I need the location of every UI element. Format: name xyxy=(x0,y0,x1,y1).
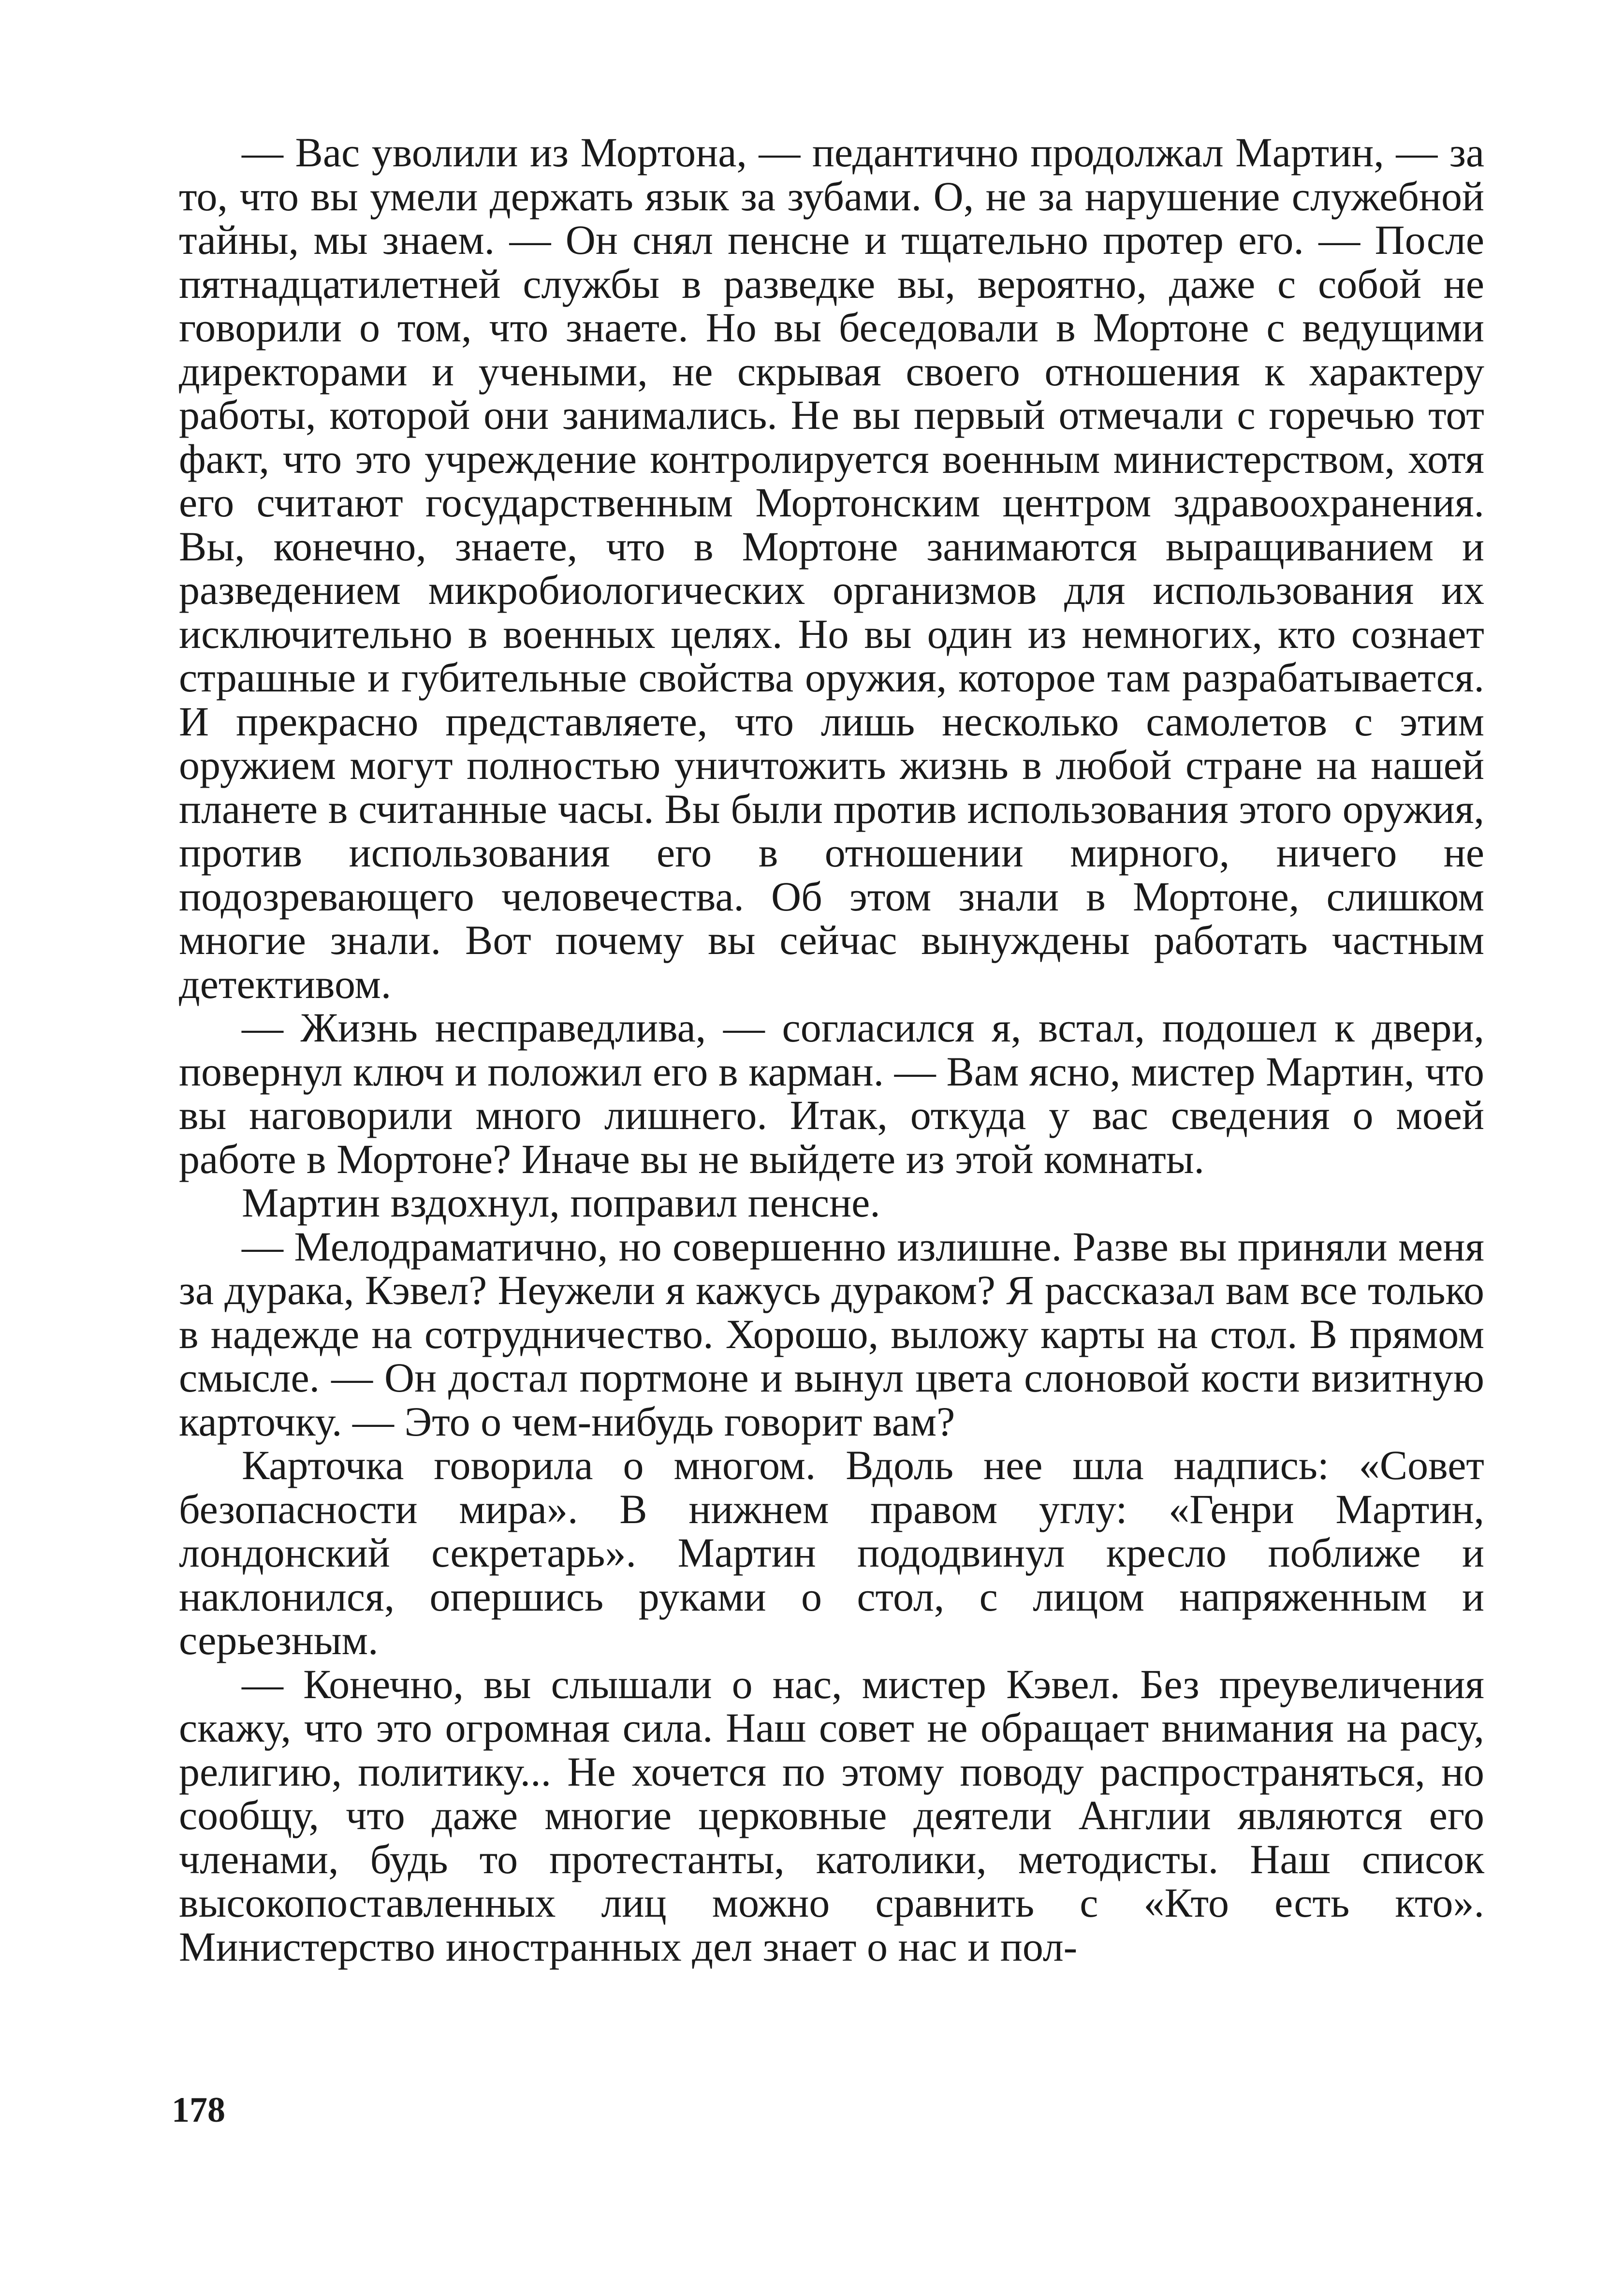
paragraph: — Жизнь несправедлива, — согласился я, встал, подошел к двери, повернул ключ и положил его в карман. — Вам ясно, мистер Мартин, что вы наговорили много лишнего. Итак, откуда у вас сведения о моей работе в Мортоне? Иначе вы не выйдете из этой комнаты. xyxy=(179,1004,1484,1182)
paragraph: Мартин вздохнул, поправил пенсне. xyxy=(242,1179,880,1226)
page-body xyxy=(179,131,1484,1968)
page-number: 178 xyxy=(172,2090,225,2130)
paragraph: — Вас уволили из Мортона, — педантично продолжал Мартин, — за то, что вы умели держать язык за зубами. О, не за нарушение служебной тайны, мы знаем. — Он снял пенсне и тщательно протер его. — После пятнадцатилетней службы в разведке вы, вероятно, даже с собой не говорили о том, что знаете. Но вы беседовали в Мортоне с ведущими директорами и учеными, не скрывая своего отношения к характеру работы, которой они занимались. Не вы первый отмечали с горечью тот факт, что это учреждение контролируется военным министерством, хотя его считают государственным Мортонским центром здравоохранения. Вы, конечно, знаете, что в Мортоне занимаются выращиванием и разведением микробиологических организмов для использования их исключительно в военных целях. Но вы один из немногих, кто сознает страшные и губительные свойства оружия, которое там разрабатывается. И прекрасно представляете, что лишь несколько самолетов с этим оружием могут полностью уничтожить жизнь в любой стране на нашей планете в считанные часы. Вы были против использования этого оружия, против использования его в отношении мирного, ничего не подозревающего человечества. Об этом знали в Мортоне, слишком многие знали. Вот почему вы сейчас вынуждены работать частным детективом. xyxy=(179,129,1484,1007)
paragraph: — Мелодраматично, но совершенно излишне. Разве вы приняли меня за дурака, Кэвел? Неужели я кажусь дураком? Я рассказал вам все только в надежде на сотрудничество. Хорошо, выложу карты на стол. В прямом смысле. — Он достал портмоне и вынул цвета слоновой кости визитную карточку. — Это о чем-нибудь говорит вам? xyxy=(179,1223,1484,1445)
paragraph: Карточка говорила о многом. Вдоль нее шла надпись: «Совет безопасности мира». В нижнем правом углу: «Генри Мартин, лондонский секретарь». Мартин пододвинул кресло поближе и наклонился, опершись руками о стол, с лицом напряженным и серьезным. xyxy=(179,1442,1484,1663)
paragraph: — Конечно, вы слышали о нас, мистер Кэвел. Без преувеличения скажу, что это огромная сила. Наш совет не обращает внимания на расу, религию, политику... Не хочется по этому поводу распространяться, но сообщу, что даже многие церковные деятели Англии являются его членами, будь то протестанты, католики, методисты. Наш список высокопоставленных лиц можно сравнить с «Кто есть кто». Министерство иностранных дел знает о нас и пол- xyxy=(179,1660,1484,1970)
